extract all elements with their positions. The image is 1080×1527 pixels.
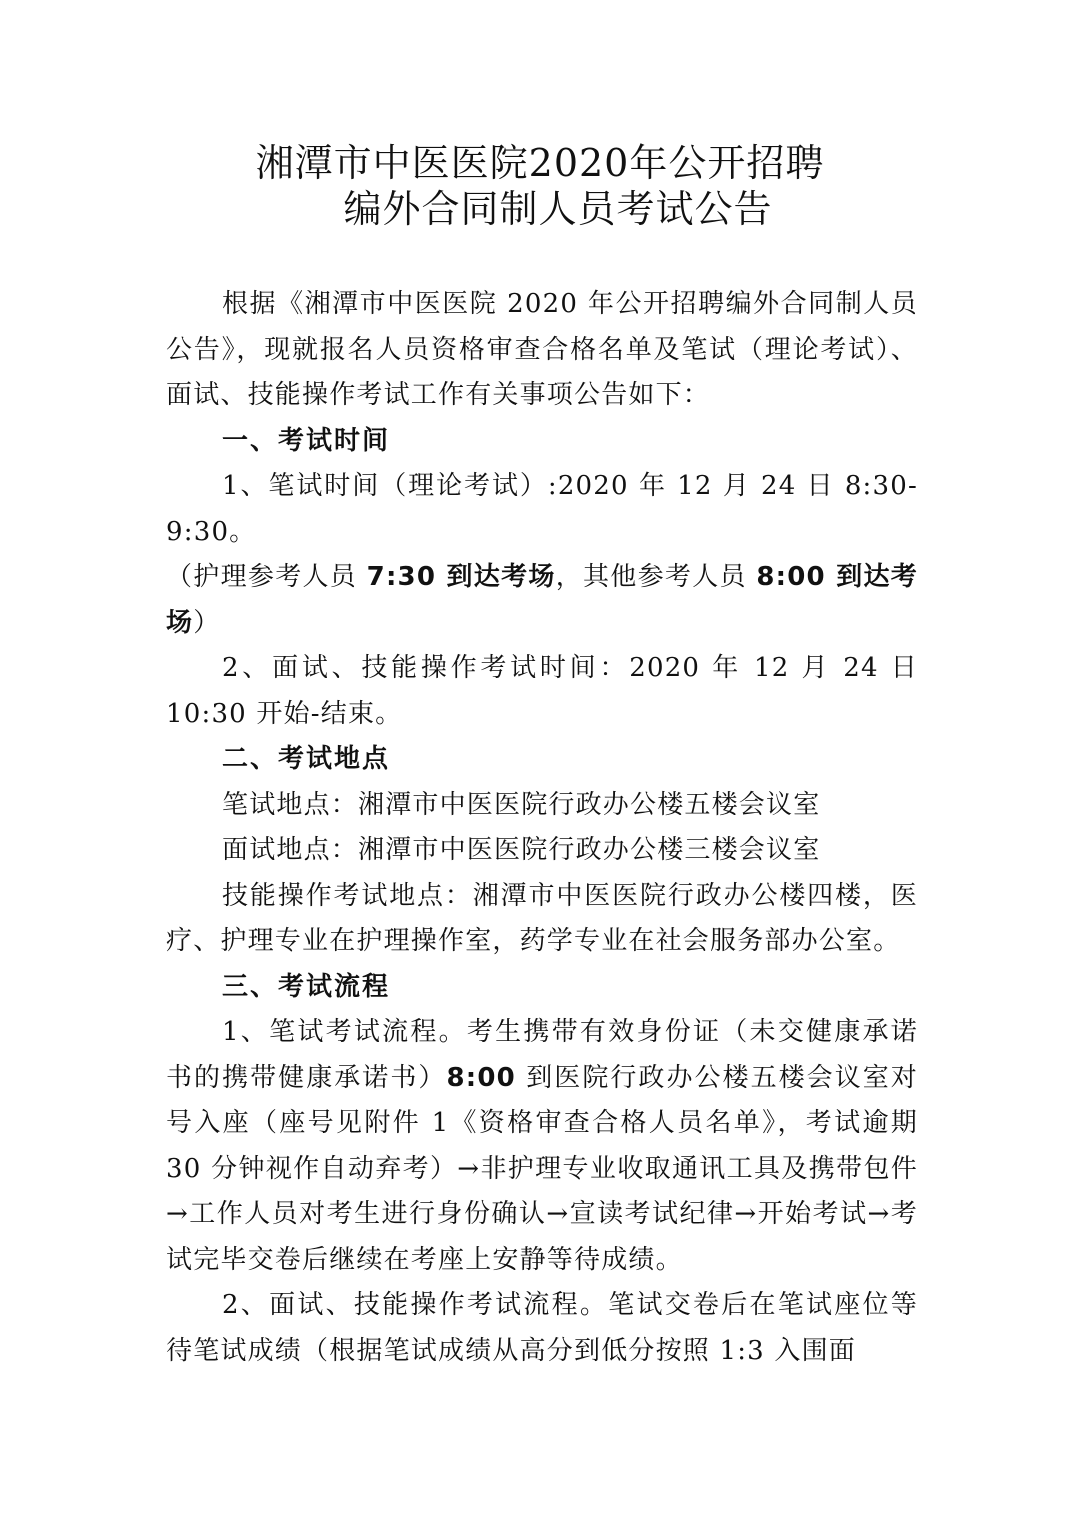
document-title-line-1: 湘潭市中医医院2020年公开招聘 <box>255 141 825 185</box>
written-process-prefix: 1、笔试考试流程。考生携带有效身份证（未交健康承诺书的携带健康承诺书） <box>166 1017 918 1093</box>
interview-exam-time: 2、面试、技能操作考试时间：2020 年 12 月 24 日 10:30 开始-结束。 <box>166 653 918 729</box>
interview-location: 面试地点：湘潭市中医医院行政办公楼三楼会议室 <box>222 835 821 865</box>
written-exam-time: 1、笔试时间（理论考试）:2020 年 12 月 24 日 8:30-9:30。 <box>166 471 918 547</box>
written-exam-process <box>166 1010 918 1283</box>
nursing-arrival-time: 7:30 到达考场 <box>366 562 556 592</box>
written-exam-location: 笔试地点：湘潭市中医医院行政办公楼五楼会议室 <box>222 789 821 820</box>
intro-paragraph: 根据《湘潭市中医医院 2020 年公开招聘编外合同制人员公告》，现就报名人员资格审查合格名单及笔试（理论考试）、面试、技能操作考试工作有关事项公告如下： <box>166 289 918 410</box>
arrival-note-prefix: （护理参考人员 <box>166 562 367 592</box>
written-process-arrival-time: 8:00 <box>446 1062 516 1093</box>
document-title-line-2: 编外合同制人员考试公告 <box>343 187 773 231</box>
document-body <box>166 282 918 1374</box>
interview-skills-process: 2、面试、技能操作考试流程。笔试交卷后在笔试座位等待笔试成绩（根据笔试成绩从高分到低分按照 1:3 入围面 <box>166 1290 918 1366</box>
arrival-time-note <box>166 555 918 646</box>
section-heading-exam-time: 一、考试时间 <box>222 425 391 456</box>
arrival-note-suffix: ） <box>193 607 221 638</box>
section-heading-exam-location: 二、考试地点 <box>222 744 391 774</box>
other-arrival-time: 8:00 到达考场 <box>166 562 918 638</box>
written-process-suffix: 到医院行政办公楼五楼会议室对号入座（座号见附件 1《资格审查合格人员名单》，考试逾期 30 分钟视作自动弃考）→非护理专业收取通讯工具及携带包件→工作人员对考生进行身份确认→宣读考试纪律→开始考试→考试完毕交卷后继续在考座上安静等待成绩。 <box>166 1062 918 1275</box>
skills-exam-location: 技能操作考试地点：湘潭市中医医院行政办公楼四楼，医疗、护理专业在护理操作室，药学专业在社会服务部办公室。 <box>166 880 918 956</box>
arrival-note-middle: ，其他参考人员 <box>555 562 757 592</box>
section-heading-exam-process: 三、考试流程 <box>222 971 391 1002</box>
